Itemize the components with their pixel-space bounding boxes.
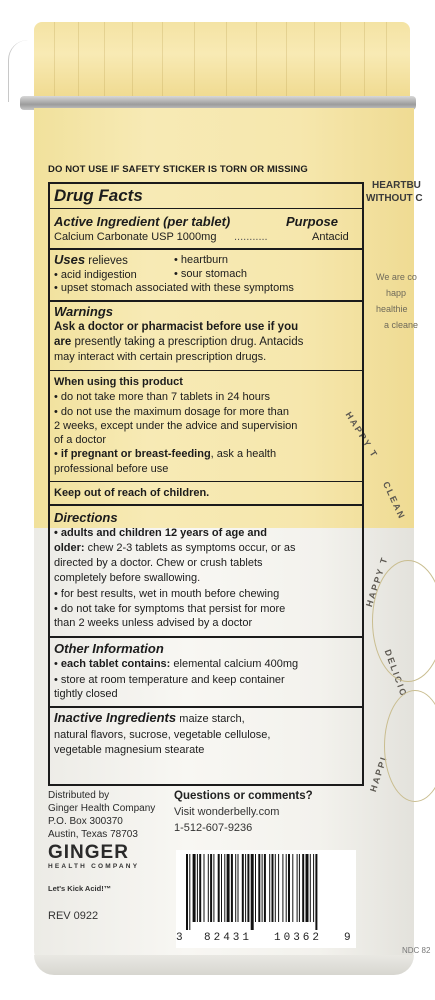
barcode-bar [315, 854, 317, 930]
directions-item-1d: completely before swallowing. [54, 572, 201, 584]
lid-tether [8, 40, 33, 102]
bullet: • [174, 254, 181, 266]
warnings-ask-are: are [54, 336, 72, 348]
barcode-bar [213, 854, 214, 922]
divider [50, 636, 362, 638]
distributor-po-box: P.O. Box 300370 [48, 816, 123, 827]
bottle-lid [34, 22, 410, 102]
barcode-bar [210, 854, 212, 922]
warnings-ask-line2 [54, 336, 303, 348]
barcode-bar [247, 854, 249, 922]
inactive-line-1 [54, 710, 245, 725]
side-happy-2: HAPPY T [364, 554, 390, 609]
directions-item-2-text: for best results, wet in mouth before chewing [60, 588, 280, 600]
directions-item-1b-text: chew 2-3 tablets as symptoms occur, or as [87, 542, 296, 554]
uses-item-3-text: sour stomach [180, 268, 247, 280]
other-info-item-2b: tightly closed [54, 688, 118, 700]
warnings-header: Warnings [54, 304, 113, 319]
logo-tagline: Let's Kick Acid!™ [48, 884, 112, 893]
inactive-line-1-text: maize starch, [179, 713, 245, 725]
barcode-bar [258, 854, 260, 922]
upc-barcode [176, 850, 356, 948]
bullet: • [54, 448, 61, 460]
keep-out-notice: Keep out of reach of children. [54, 487, 210, 499]
uses-item-2-text: heartburn [180, 254, 229, 266]
bullet: • [54, 406, 61, 418]
warnings-ask: Ask a doctor or pharmacist before use if you [54, 321, 299, 333]
barcode-bar [286, 854, 287, 922]
barcode-bar [238, 854, 239, 922]
barcode-bar [306, 854, 309, 922]
purpose-value: Antacid [312, 231, 349, 243]
directions-item-3-text: do not take for symptoms that persist for more [60, 603, 286, 615]
ndc-code: NDC 82 [402, 946, 431, 955]
logo-subtitle: HEALTH COMPANY [48, 863, 140, 870]
active-ingredient: Calcium Carbonate USP 1000mg [54, 231, 217, 243]
divider [50, 208, 362, 209]
divider [50, 706, 362, 708]
barcode-bar [224, 854, 225, 922]
leader-dots: ........... [234, 231, 268, 243]
barcode-bar [262, 854, 263, 922]
bullet: • [54, 658, 61, 670]
uses-item-1 [54, 269, 137, 281]
barcode-bar [197, 854, 198, 922]
distributor-name: Ginger Health Company [48, 803, 156, 814]
barcode-bar [235, 854, 236, 922]
bullet: • [54, 282, 61, 294]
bullet: • [54, 391, 61, 403]
bullet: • [54, 588, 61, 600]
safety-notice: DO NOT USE IF SAFETY STICKER IS TORN OR MISSING [48, 164, 308, 175]
barcode-bar [275, 854, 276, 922]
divider [50, 300, 362, 302]
barcode-bar [208, 854, 209, 922]
side-heartburn: HEARTBU [372, 180, 421, 191]
distributed-by: Distributed by [48, 790, 110, 801]
barcode-bar [204, 854, 205, 922]
other-info-item-1 [54, 658, 298, 670]
uses-item-2 [174, 254, 228, 266]
warnings-ask-line2-text: presently taking a prescription drug. Antacids [74, 336, 304, 348]
warning-item-1-text: do not take more than 7 tablets in 24 hours [60, 391, 271, 403]
warning-item-2 [54, 406, 289, 418]
other-info-item-2-text: store at room temperature and keep container [60, 674, 285, 686]
side-text-3: healthie [376, 304, 408, 314]
other-info-item-2 [54, 674, 285, 686]
barcode-bar [299, 854, 300, 922]
bullet: • [54, 603, 61, 615]
ginger-logo: GINGER [48, 842, 129, 863]
directions-item-3 [54, 603, 285, 615]
barcode-bar [310, 854, 311, 922]
barcode-bar [221, 854, 222, 922]
divider [50, 504, 362, 506]
uses-intro: relieves [88, 255, 128, 267]
distributor-city: Austin, Texas 78703 [48, 829, 138, 840]
bullet: • [54, 527, 61, 539]
barcode-bar [264, 854, 266, 922]
other-info-header: Other Information [54, 641, 164, 656]
inactive-header: Inactive Ingredients [54, 710, 177, 725]
uses-item-4 [54, 282, 294, 294]
when-using-header: When using this product [54, 376, 183, 388]
bullet: • [54, 269, 61, 281]
inactive-line-2: natural flavors, sucrose, vegetable cellulose, [54, 729, 271, 741]
warning-item-1 [54, 391, 270, 403]
barcode-digits-2: 82431 [204, 932, 253, 944]
contact-header: Questions or comments? [174, 790, 313, 802]
directions-item-3b: than 2 weeks unless advised by a doctor [54, 617, 253, 629]
side-without: WITHOUT C [366, 193, 423, 204]
side-decor-curve-1 [372, 560, 435, 682]
divider [50, 248, 362, 250]
revision-code: REV 0922 [48, 910, 99, 922]
active-ingredient-header: Active Ingredient (per tablet) [54, 214, 231, 229]
directions-item-1-text: adults and children 12 years of age and [60, 527, 267, 539]
barcode-bar [297, 854, 298, 922]
barcode-bar [186, 854, 188, 930]
barcode-digit-1: 3 [176, 932, 183, 944]
directions-header: Directions [54, 510, 118, 525]
barcode-bar [313, 854, 314, 922]
directions-item-2 [54, 588, 279, 600]
contact-phone: 1-512-607-9236 [174, 822, 253, 834]
tablet-contains: each tablet contains: [60, 658, 171, 670]
barcode-bar [251, 854, 254, 930]
divider [50, 481, 362, 482]
bottle-base [34, 955, 414, 975]
barcode-bar [242, 854, 244, 922]
divider [50, 370, 362, 371]
directions-item-1b [54, 542, 296, 554]
side-clean: CLEAN [380, 480, 408, 522]
uses-line [54, 252, 128, 267]
pregnant-warning: if pregnant or breast-feeding [60, 448, 211, 460]
warning-item-2c: of a doctor [54, 434, 106, 446]
side-text-4: a cleane [384, 320, 419, 330]
barcode-bar [255, 854, 256, 922]
barcode-bar [302, 854, 304, 922]
barcode-bar [227, 854, 230, 922]
warning-item-3b: professional before use [54, 463, 169, 475]
bullet: • [54, 674, 61, 686]
barcode-bar [218, 854, 220, 922]
inactive-line-3: vegetable magnesium stearate [54, 744, 205, 756]
warnings-ask-line3: may interact with certain prescription drugs. [54, 351, 267, 363]
contact-website: Visit wonderbelly.com [174, 806, 280, 818]
barcode-bar [278, 854, 279, 922]
barcode-digits-3: 10362 [274, 932, 323, 944]
warning-item-2b: 2 weeks, except under the advice and supervision [54, 420, 298, 432]
directions-older: older: [54, 542, 85, 554]
barcode-bar [269, 854, 270, 922]
drug-facts-panel [48, 182, 364, 786]
pregnant-warning-rest: , ask a health [210, 448, 277, 460]
uses-header: Uses [54, 252, 86, 267]
drug-facts-title: Drug Facts [54, 186, 143, 205]
side-text-2: happ [386, 288, 407, 298]
barcode-bar [189, 854, 190, 930]
calcium-amount: elemental calcium 400mg [173, 658, 299, 670]
barcode-bar [282, 854, 283, 922]
warning-item-2-text: do not use the maximum dosage for more than [60, 406, 289, 418]
barcode-bar [193, 854, 196, 922]
barcode-bar [288, 854, 290, 922]
side-happy-1: HAPPY T [343, 410, 381, 461]
bullet: • [174, 268, 181, 280]
uses-item-4-text: upset stomach associated with these symptoms [60, 282, 294, 294]
directions-item-1 [54, 527, 267, 539]
side-happy-3: HAPPI [368, 754, 390, 794]
uses-item-3 [174, 268, 247, 280]
barcode-digit-4: 9 [344, 932, 351, 944]
barcode-bar [199, 854, 201, 922]
side-text-1: We are co [376, 272, 417, 282]
barcode-bar [272, 854, 274, 922]
purpose-header: Purpose [286, 214, 339, 229]
side-delicious: DELICIO [382, 648, 410, 699]
barcode-bar [292, 854, 293, 922]
directions-item-1c: directed by a doctor. Chew or crush tablets [54, 557, 263, 569]
barcode-bar [231, 854, 233, 922]
uses-item-1-text: acid indigestion [60, 269, 137, 281]
barcode-bar [245, 854, 246, 922]
barcode-bars [180, 854, 352, 930]
warning-item-3 [54, 448, 276, 460]
